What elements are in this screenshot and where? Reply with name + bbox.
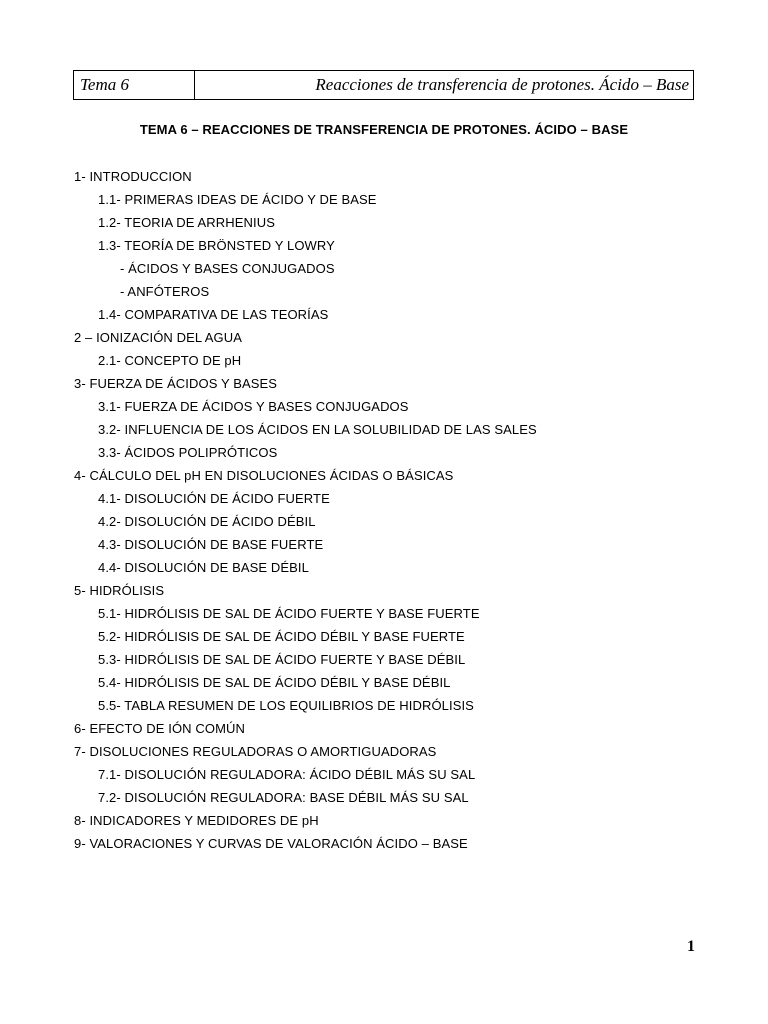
- toc-item: 5.3- HIDRÓLISIS DE SAL DE ÁCIDO FUERTE Y BASE DÉBIL: [98, 652, 466, 667]
- toc-item: 1- INTRODUCCION: [74, 169, 192, 184]
- toc-item: 3.2- INFLUENCIA DE LOS ÁCIDOS EN LA SOLUBILIDAD DE LAS SALES: [98, 422, 537, 437]
- toc-item: 5.5- TABLA RESUMEN DE LOS EQUILIBRIOS DE HIDRÓLISIS: [98, 698, 474, 713]
- toc-item: 9- VALORACIONES Y CURVAS DE VALORACIÓN ÁCIDO – BASE: [74, 836, 468, 851]
- toc-item: - ÁCIDOS Y BASES CONJUGADOS: [120, 261, 335, 276]
- toc-item: 4.1- DISOLUCIÓN DE ÁCIDO FUERTE: [98, 491, 330, 506]
- toc-item: 1.2- TEORIA DE ARRHENIUS: [98, 215, 275, 230]
- toc-item: 1.1- PRIMERAS IDEAS DE ÁCIDO Y DE BASE: [98, 192, 377, 207]
- header-topic-number: Tema 6: [74, 71, 195, 99]
- table-of-contents: [74, 168, 537, 858]
- toc-item: 7- DISOLUCIONES REGULADORAS O AMORTIGUADORAS: [74, 744, 437, 759]
- toc-item: - ANFÓTEROS: [120, 284, 210, 299]
- toc-item: 1.4- COMPARATIVA DE LAS TEORÍAS: [98, 307, 329, 322]
- toc-item: 4.4- DISOLUCIÓN DE BASE DÉBIL: [98, 560, 309, 575]
- toc-item: 5.1- HIDRÓLISIS DE SAL DE ÁCIDO FUERTE Y BASE FUERTE: [98, 606, 480, 621]
- toc-item: 2.1- CONCEPTO DE pH: [98, 353, 242, 368]
- toc-item: 4- CÁLCULO DEL pH EN DISOLUCIONES ÁCIDAS O BÁSICAS: [74, 468, 454, 483]
- toc-item: 3.1- FUERZA DE ÁCIDOS Y BASES CONJUGADOS: [98, 399, 409, 414]
- toc-item: 1.3- TEORÍA DE BRÖNSTED Y LOWRY: [98, 238, 335, 253]
- toc-item: 4.3- DISOLUCIÓN DE BASE FUERTE: [98, 537, 324, 552]
- toc-item: 4.2- DISOLUCIÓN DE ÁCIDO DÉBIL: [98, 514, 316, 529]
- toc-item: 7.1- DISOLUCIÓN REGULADORA: ÁCIDO DÉBIL MÁS SU SAL: [98, 767, 476, 782]
- toc-item: 7.2- DISOLUCIÓN REGULADORA: BASE DÉBIL MÁS SU SAL: [98, 790, 469, 805]
- toc-item: 5- HIDRÓLISIS: [74, 583, 165, 598]
- header-topic-title: Reacciones de transferencia de protones. Ácido – Base: [315, 75, 689, 94]
- page-header: [73, 70, 694, 100]
- toc-item: 8- INDICADORES Y MEDIDORES DE pH: [74, 813, 319, 828]
- toc-item: 5.2- HIDRÓLISIS DE SAL DE ÁCIDO DÉBIL Y BASE FUERTE: [98, 629, 465, 644]
- toc-item: 2 – IONIZACIÓN DEL AGUA: [74, 330, 242, 345]
- toc-item: 6- EFECTO DE IÓN COMÚN: [74, 721, 245, 736]
- toc-item: 5.4- HIDRÓLISIS DE SAL DE ÁCIDO DÉBIL Y BASE DÉBIL: [98, 675, 451, 690]
- page-number: 1: [687, 938, 695, 955]
- toc-item: 3- FUERZA DE ÁCIDOS Y BASES: [74, 376, 278, 391]
- document-title: TEMA 6 – REACCIONES DE TRANSFERENCIA DE PROTONES. ÁCIDO – BASE: [139, 122, 629, 137]
- toc-item: 3.3- ÁCIDOS POLIPRÓTICOS: [98, 445, 278, 460]
